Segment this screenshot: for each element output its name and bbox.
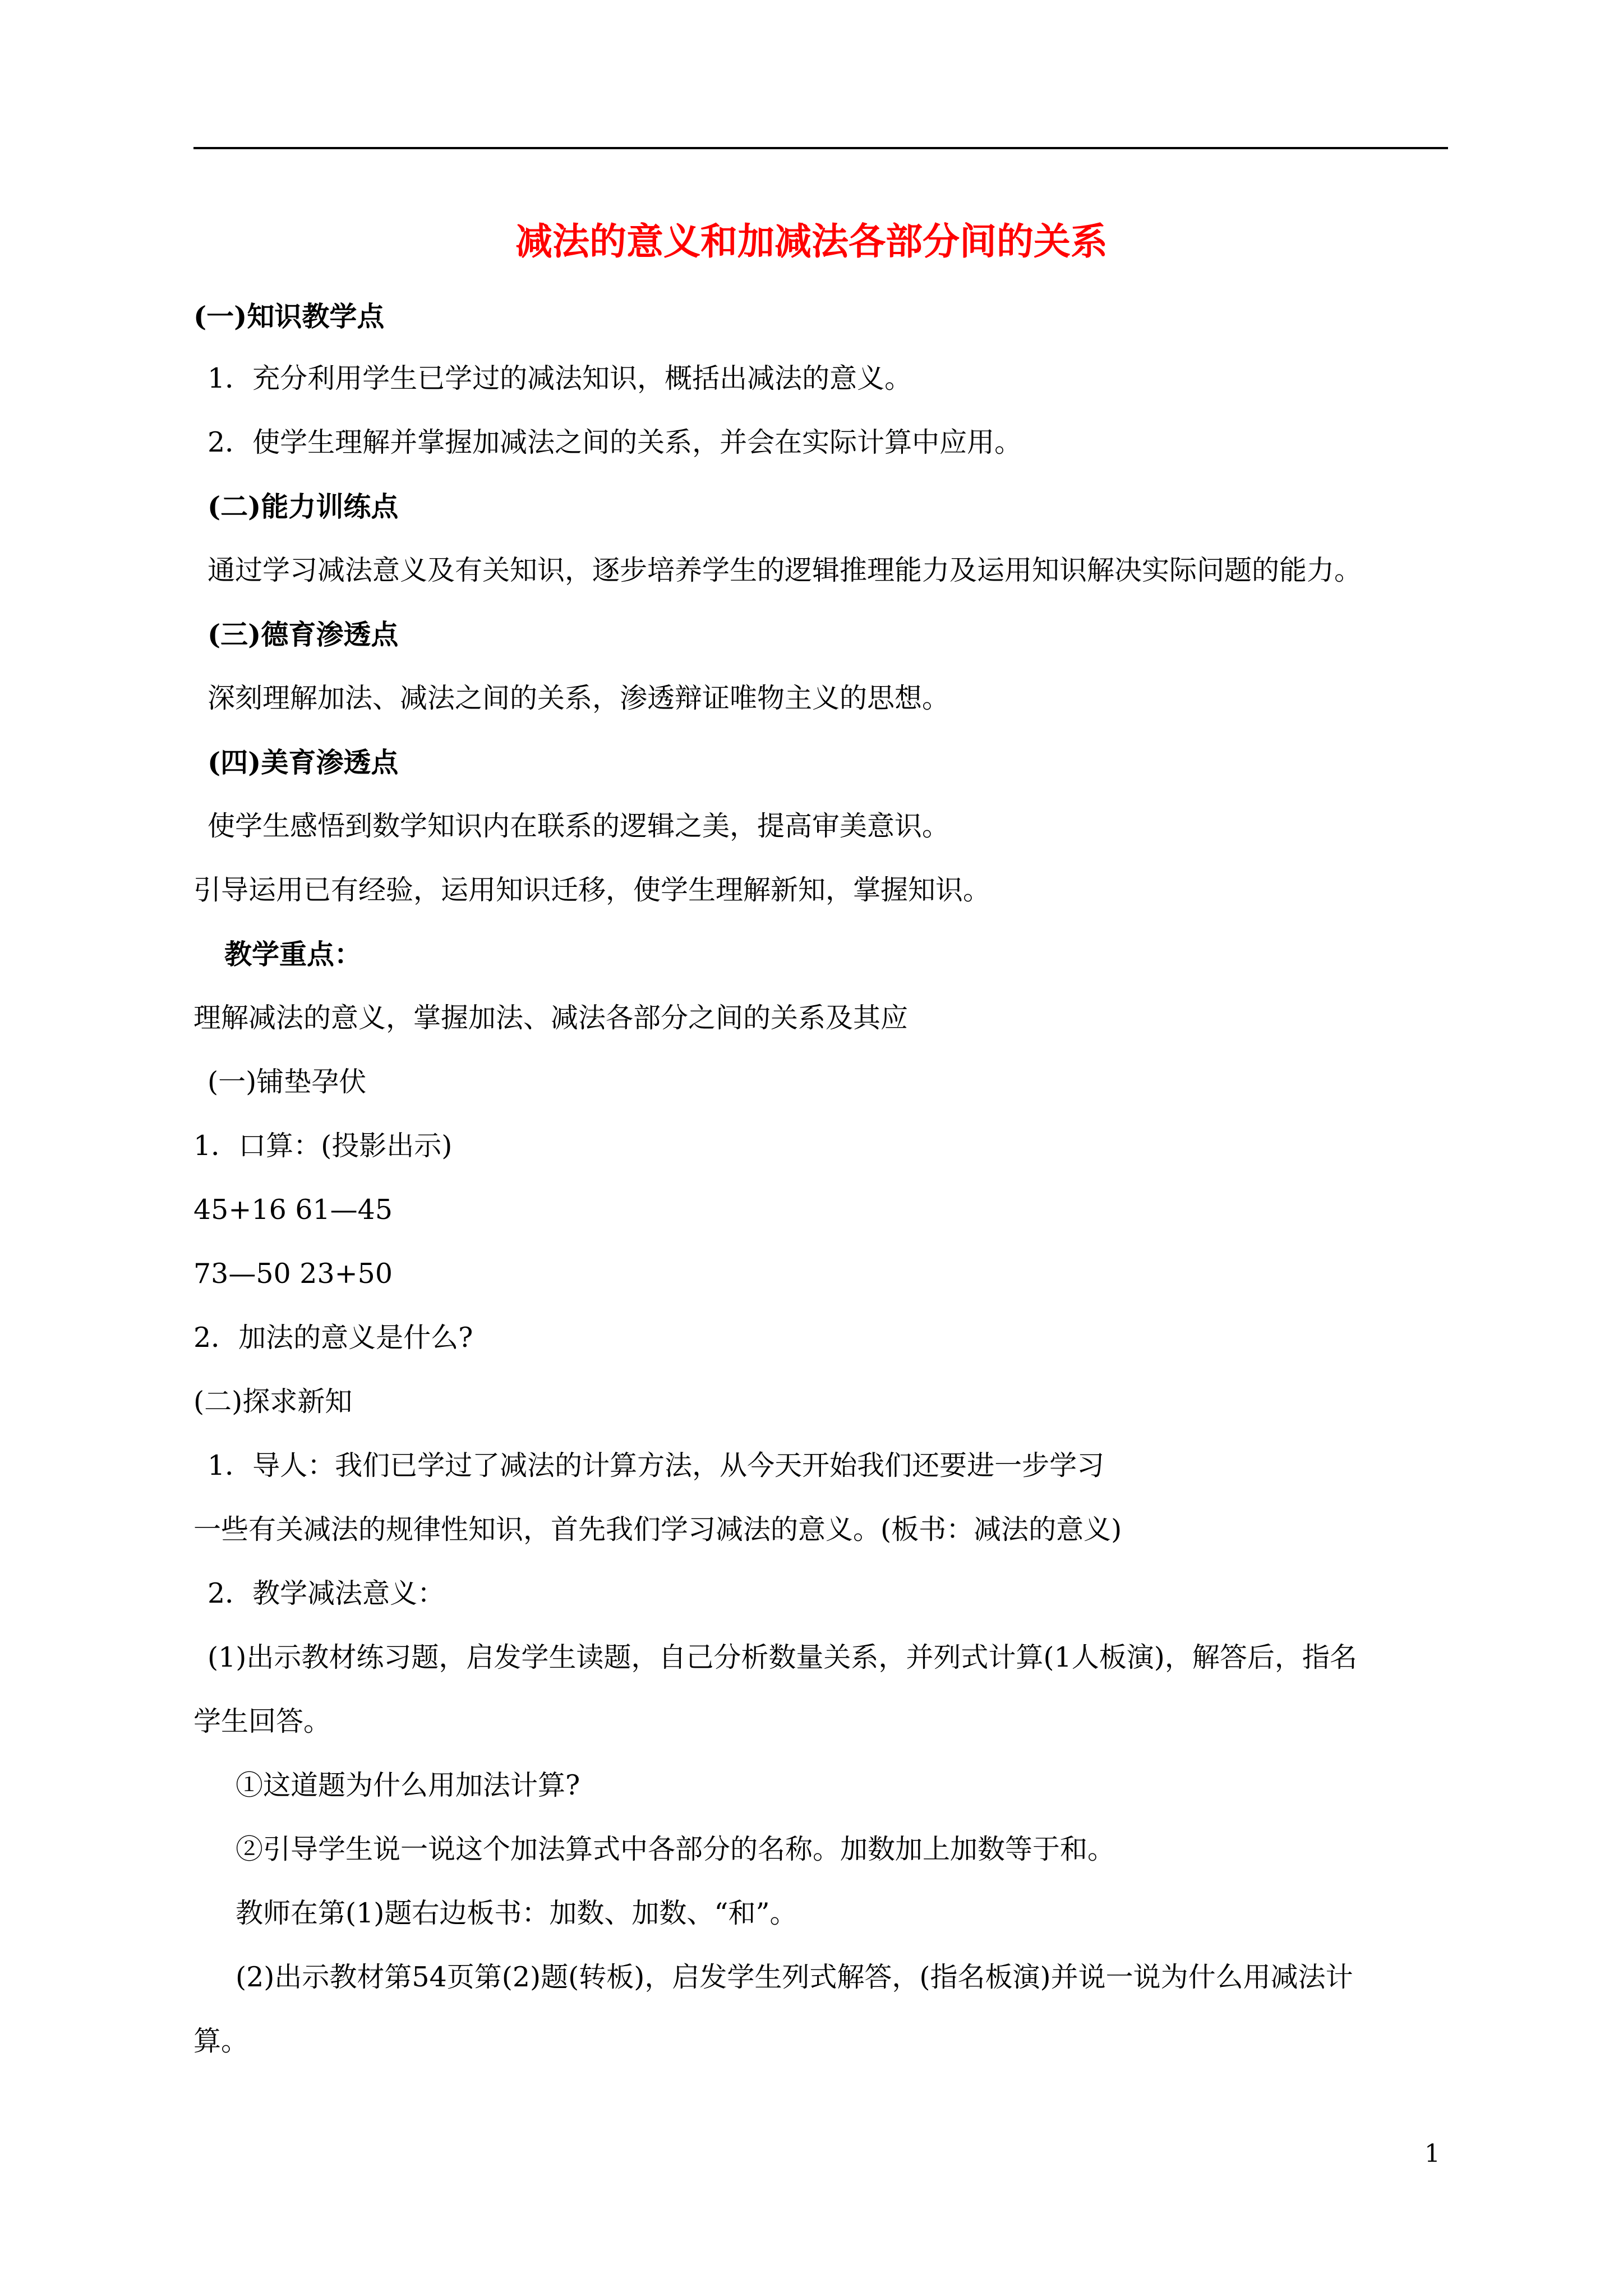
paragraph: 2．教学减法意义： xyxy=(208,1577,445,1609)
section-heading-moral: (三)德育渗透点 xyxy=(208,618,399,651)
step-heading: (二)探求新知 xyxy=(193,1386,353,1418)
header-rule xyxy=(193,147,1448,149)
paragraph: 学生回答。 xyxy=(193,1705,331,1737)
paragraph: 引导运用已有经验，运用知识迁移，使学生理解新知，掌握知识。 xyxy=(193,874,991,906)
paragraph: (2)出示教材第54页第(2)题(转板)，启发学生列式解答，(指名板演)并说一说为什么用减法计 xyxy=(236,1961,1353,1993)
teaching-focus-heading: 教学重点： xyxy=(224,938,362,970)
paragraph: 深刻理解加法、减法之间的关系，渗透辩证唯物主义的思想。 xyxy=(208,682,950,714)
paragraph: ②引导学生说一说这个加法算式中各部分的名称。加数加上加数等于和。 xyxy=(236,1833,1115,1865)
paragraph: 2．加法的意义是什么? xyxy=(193,1322,473,1354)
paragraph: 1．充分利用学生已学过的减法知识，概括出减法的意义。 xyxy=(208,362,912,394)
paragraph: 通过学习减法意义及有关知识，逐步培养学生的逻辑推理能力及运用知识解决实际问题的能力。 xyxy=(208,554,1362,586)
paragraph: 2．使学生理解并掌握加减法之间的关系，并会在实际计算中应用。 xyxy=(208,426,1022,458)
section-heading-knowledge: (一)知识教学点 xyxy=(193,300,385,333)
paragraph: (1)出示教材练习题，启发学生读题，自己分析数量关系，并列式计算(1人板演)，解答后，指名 xyxy=(208,1641,1357,1673)
step-heading: (一)铺垫孕伏 xyxy=(208,1066,367,1098)
document-title: 减法的意义和加减法各部分间的关系 xyxy=(515,219,1108,263)
paragraph: 算。 xyxy=(193,2025,249,2057)
page-number: 1 xyxy=(1424,2139,1440,2168)
paragraph: 教师在第(1)题右边板书：加数、加数、“和”。 xyxy=(236,1897,797,1929)
paragraph: 使学生感悟到数学知识内在联系的逻辑之美，提高审美意识。 xyxy=(208,810,950,842)
paragraph: 1．口算：(投影出示) xyxy=(193,1130,453,1162)
arithmetic-line: 73—50 23+50 xyxy=(193,1258,393,1290)
paragraph: ①这道题为什么用加法计算? xyxy=(236,1769,580,1801)
paragraph: 1．导人：我们已学过了减法的计算方法，从今天开始我们还要进一步学习 xyxy=(208,1450,1105,1481)
paragraph: 理解减法的意义，掌握加法、减法各部分之间的关系及其应 xyxy=(193,1002,909,1034)
paragraph: 一些有关减法的规律性知识，首先我们学习减法的意义。(板书：减法的意义) xyxy=(193,1513,1122,1545)
section-heading-ability: (二)能力训练点 xyxy=(208,490,399,523)
arithmetic-line: 45+16 61—45 xyxy=(193,1194,393,1226)
section-heading-aesthetic: (四)美育渗透点 xyxy=(208,746,399,779)
